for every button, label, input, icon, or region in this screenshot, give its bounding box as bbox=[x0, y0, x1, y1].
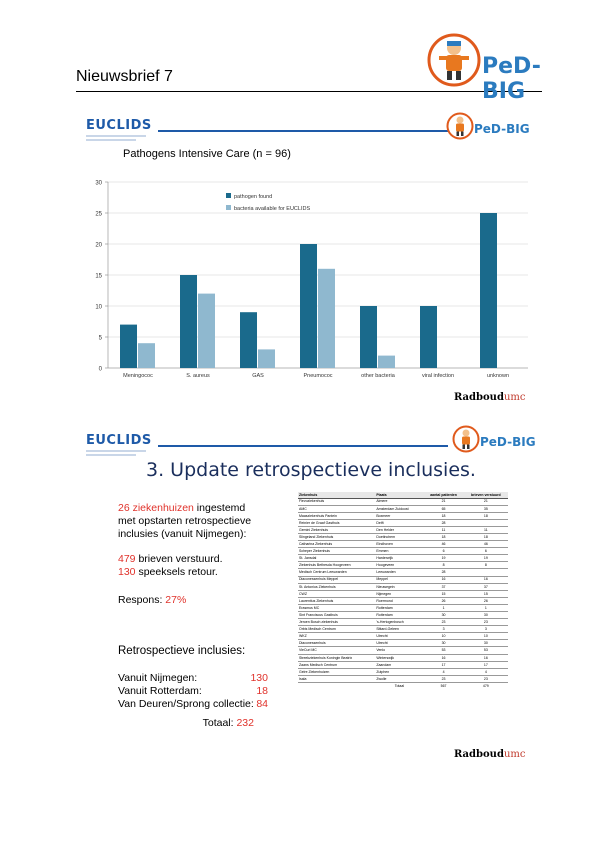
euclids-logo-text: EUCLIDS bbox=[86, 118, 152, 133]
table-cell: 65 bbox=[423, 505, 463, 512]
retro-label: Vanuit Rotterdam: bbox=[118, 685, 202, 697]
table-row bbox=[298, 626, 508, 633]
retro-title: Retrospectieve inclusies: bbox=[118, 645, 246, 657]
radboud-logo-suffix: umc bbox=[503, 392, 526, 403]
table-total-cell: Totaal bbox=[394, 684, 405, 689]
hospital-table bbox=[298, 492, 508, 690]
table-cell: Delft bbox=[375, 519, 423, 526]
table-cell: Nieuwegein bbox=[375, 583, 423, 590]
table-row bbox=[298, 555, 508, 562]
table-cell: 8 bbox=[423, 562, 463, 569]
table-cell: 19 bbox=[464, 555, 508, 562]
table-cell: Amsterdam Zuidoost bbox=[375, 505, 423, 512]
letters-count: 479 bbox=[118, 553, 136, 565]
radboud-logo-suffix: umc bbox=[503, 749, 526, 760]
table-cell: Scheper Ziekenhuis bbox=[298, 548, 375, 555]
table-cell: Reinier de Graaf Gasthuis bbox=[298, 519, 375, 526]
table-cell: Ziekenhuis Bethesda Hoogeveen bbox=[298, 562, 375, 569]
retro-value: 130 bbox=[250, 672, 268, 684]
table-cell: Nijmegen bbox=[375, 590, 423, 597]
brand-name: PeD-BIG bbox=[474, 122, 530, 136]
intro-text-line3: inclusies (vanuit Nijmegen): bbox=[118, 528, 247, 540]
table-row bbox=[298, 661, 508, 668]
table-cell: Sint Franciscus Gasthuis bbox=[298, 612, 375, 619]
table-cell: 46 bbox=[423, 541, 463, 548]
table-cell: Gemini Ziekenhuis bbox=[298, 526, 375, 533]
slide-divider bbox=[158, 130, 448, 132]
table-cell: Almere bbox=[375, 498, 423, 505]
table-cell: Zwolle bbox=[375, 675, 423, 682]
table-cell: Gelre Ziekenhuizen bbox=[298, 668, 375, 675]
table-row bbox=[298, 647, 508, 654]
table-cell: 21 bbox=[464, 498, 508, 505]
y-tick-label: 10 bbox=[95, 304, 102, 311]
letters-text bbox=[118, 553, 223, 579]
retro-value: 84 bbox=[256, 698, 268, 710]
legend-label: pathogen found bbox=[234, 194, 273, 200]
table-cell: 28 bbox=[423, 569, 463, 576]
table-cell: 18 bbox=[464, 533, 508, 540]
table-cell: 23 bbox=[423, 619, 463, 626]
table-cell: Zaandam bbox=[375, 661, 423, 668]
intro-text-line2: met opstarten retrospectieve bbox=[118, 515, 252, 527]
table-cell: 30 bbox=[423, 612, 463, 619]
table-header-cell: Plaats bbox=[375, 492, 423, 498]
table-row bbox=[298, 583, 508, 590]
table-cell: Zaans Medisch Centrum bbox=[298, 661, 375, 668]
table-cell: 18 bbox=[464, 512, 508, 519]
table-total-cell: 567 bbox=[440, 684, 447, 689]
table-total-cell bbox=[298, 682, 375, 689]
ped-big-small-logo bbox=[452, 425, 552, 457]
radboud-logo-text: Radboud bbox=[454, 392, 504, 403]
table-cell: 16 bbox=[464, 576, 508, 583]
page-title: Nieuwsbrief 7 bbox=[76, 68, 173, 85]
table-cell: Erasmus MC bbox=[298, 604, 375, 611]
letters-label: brieven verstuurd. bbox=[135, 553, 223, 565]
table-cell: 's-Hertogenbosch bbox=[375, 619, 423, 626]
total-label: Totaal: bbox=[202, 717, 237, 729]
retro-row bbox=[118, 685, 268, 698]
table-cell: Laurentius Ziekenhuis bbox=[298, 597, 375, 604]
table-row bbox=[298, 533, 508, 540]
x-tick-label: S. aureus bbox=[186, 373, 210, 379]
bar bbox=[378, 356, 395, 368]
table-cell: Slingeland Ziekenhuis bbox=[298, 533, 375, 540]
table-cell: Flevoziekenhuis bbox=[298, 498, 375, 505]
brand-name: PeD-BIG bbox=[480, 435, 536, 449]
euclids-logo-text: EUCLIDS bbox=[86, 433, 152, 448]
table-cell: Catharina Ziekenhuis bbox=[298, 541, 375, 548]
table-cell: Doetinchem bbox=[375, 533, 423, 540]
table-cell: Diaconessenhuis bbox=[298, 640, 375, 647]
table-cell: Isala bbox=[298, 675, 375, 682]
table-cell: 15 bbox=[423, 590, 463, 597]
table-header-cell: brieven verstuurd bbox=[464, 492, 508, 498]
table-row bbox=[298, 597, 508, 604]
table-row bbox=[298, 519, 508, 526]
ped-big-small-logo bbox=[446, 112, 546, 144]
table-cell: 6 bbox=[423, 548, 463, 555]
brand-name: PeD-BIG bbox=[482, 54, 541, 104]
bar bbox=[360, 306, 377, 368]
ped-big-logo bbox=[426, 32, 576, 104]
table-row bbox=[298, 512, 508, 519]
table-cell: Diaconessenhuis Meppel bbox=[298, 576, 375, 583]
table-cell: 26 bbox=[464, 597, 508, 604]
bar bbox=[318, 269, 335, 368]
bar bbox=[258, 349, 275, 368]
bar bbox=[240, 312, 257, 368]
table-row bbox=[298, 498, 508, 505]
y-tick-label: 0 bbox=[98, 366, 102, 373]
retro-row bbox=[118, 672, 268, 685]
table-cell: St. Jansdal bbox=[298, 555, 375, 562]
table-cell: 3 bbox=[423, 626, 463, 633]
radboud-logo-text: Radboud bbox=[454, 749, 504, 760]
table-row bbox=[298, 562, 508, 569]
table-total-cell: 479 bbox=[482, 684, 489, 689]
bar bbox=[180, 275, 197, 368]
table-cell: St. Antonius Ziekenhuis bbox=[298, 583, 375, 590]
x-tick-label: unknown bbox=[486, 373, 510, 379]
bar bbox=[420, 306, 437, 368]
table-cell: Leeuwarden bbox=[375, 569, 423, 576]
table-row bbox=[298, 569, 508, 576]
table-cell: 37 bbox=[423, 583, 463, 590]
table-cell: Eindhoven bbox=[375, 541, 423, 548]
table-cell: CWZ bbox=[298, 590, 375, 597]
table-cell: Winterswijk bbox=[375, 654, 423, 661]
table-cell bbox=[464, 519, 508, 526]
y-tick-label: 30 bbox=[95, 180, 102, 187]
table-cell: 11 bbox=[423, 526, 463, 533]
table-cell: 16 bbox=[423, 576, 463, 583]
table-header-cell: aantal patienten bbox=[423, 492, 463, 498]
response-value: 27% bbox=[165, 594, 187, 606]
table-cell: Den Helder bbox=[375, 526, 423, 533]
table-row bbox=[298, 633, 508, 640]
table-cell: Rotterdam bbox=[375, 604, 423, 611]
table-cell: 23 bbox=[464, 675, 508, 682]
table-cell: 6 bbox=[464, 548, 508, 555]
bar bbox=[138, 343, 155, 368]
table-cell: WKZ bbox=[298, 633, 375, 640]
retro-list bbox=[118, 672, 268, 730]
table-total-row bbox=[298, 682, 508, 689]
table-cell: 3 bbox=[464, 626, 508, 633]
table-cell: 1 bbox=[464, 604, 508, 611]
bar bbox=[300, 244, 317, 368]
x-tick-label: viral infection bbox=[421, 373, 455, 379]
bar bbox=[198, 294, 215, 368]
table-row bbox=[298, 668, 508, 675]
table-cell: Sittard-Geleen bbox=[375, 626, 423, 633]
table-cell: 30 bbox=[464, 640, 508, 647]
table-cell: 26 bbox=[423, 597, 463, 604]
bar bbox=[120, 325, 137, 368]
table-cell bbox=[464, 569, 508, 576]
table-cell: Utrecht bbox=[375, 640, 423, 647]
table-cell: Harderwijk bbox=[375, 555, 423, 562]
table-cell: 19 bbox=[423, 555, 463, 562]
table-cell: VieCuri MC bbox=[298, 647, 375, 654]
table-row bbox=[298, 675, 508, 682]
table-cell: Emmen bbox=[375, 548, 423, 555]
x-tick-label: other bacteria bbox=[361, 373, 395, 379]
x-tick-label: Pneumococ bbox=[303, 373, 333, 379]
table-row bbox=[298, 505, 508, 512]
table-cell: 18 bbox=[423, 533, 463, 540]
mascot-icon bbox=[452, 425, 480, 453]
slide-divider bbox=[158, 445, 448, 447]
retro-row bbox=[118, 698, 268, 711]
samples-count: 130 bbox=[118, 566, 136, 578]
pathogens-bar-chart bbox=[76, 170, 542, 390]
table-cell: 30 bbox=[464, 612, 508, 619]
table-cell: 17 bbox=[423, 661, 463, 668]
table-cell: Jeroen Bosch ziekenhuis bbox=[298, 619, 375, 626]
y-tick-label: 25 bbox=[95, 211, 102, 218]
table-cell: 10 bbox=[464, 633, 508, 640]
table-cell: Streekziekenhuis Koningin Beatrix bbox=[298, 654, 375, 661]
slide-pathogens bbox=[76, 108, 542, 413]
retro-value: 18 bbox=[256, 685, 268, 697]
table-cell: Utrecht bbox=[375, 633, 423, 640]
table-cell: 28 bbox=[423, 519, 463, 526]
table-row bbox=[298, 654, 508, 661]
table-cell: 4 bbox=[464, 668, 508, 675]
table-cell: 37 bbox=[464, 583, 508, 590]
legend-swatch bbox=[226, 193, 231, 198]
table-cell: 15 bbox=[464, 590, 508, 597]
table-cell: 11 bbox=[464, 526, 508, 533]
table-cell: 53 bbox=[423, 647, 463, 654]
table-cell: Hoogeveen bbox=[375, 562, 423, 569]
table-cell: 18 bbox=[423, 512, 463, 519]
x-tick-label: Meningococ bbox=[123, 373, 153, 379]
total-value: 232 bbox=[236, 717, 254, 729]
table-cell: Zutphen bbox=[375, 668, 423, 675]
table-cell: 35 bbox=[464, 505, 508, 512]
retro-total bbox=[118, 717, 268, 730]
table-cell: 8 bbox=[464, 562, 508, 569]
retro-label: Van Deuren/Sprong collectie: bbox=[118, 698, 254, 710]
table-header-cell: Ziekenhuis bbox=[298, 492, 375, 498]
y-tick-label: 20 bbox=[95, 242, 102, 249]
y-tick-label: 5 bbox=[98, 335, 102, 342]
table-cell: 30 bbox=[423, 640, 463, 647]
table-row bbox=[298, 612, 508, 619]
response-text bbox=[118, 594, 186, 607]
table-cell: 21 bbox=[423, 498, 463, 505]
table-row bbox=[298, 640, 508, 647]
table-cell: Rotterdam bbox=[375, 612, 423, 619]
hospital-count: 26 ziekenhuizen bbox=[118, 502, 194, 514]
table-cell: 23 bbox=[464, 619, 508, 626]
table-row bbox=[298, 548, 508, 555]
table-cell: 4 bbox=[423, 668, 463, 675]
intro-text-line1: ingestemd bbox=[193, 502, 246, 514]
table-cell: 23 bbox=[423, 675, 463, 682]
table-cell: 16 bbox=[423, 654, 463, 661]
table-row bbox=[298, 604, 508, 611]
bar bbox=[480, 213, 497, 368]
legend-swatch bbox=[226, 205, 231, 210]
table-cell: Boxmeer bbox=[375, 512, 423, 519]
table-cell: AMC bbox=[298, 505, 375, 512]
response-label: Respons: bbox=[118, 594, 166, 606]
table-cell: 16 bbox=[464, 654, 508, 661]
slide-retrospective bbox=[76, 423, 542, 778]
table-cell: Meppel bbox=[375, 576, 423, 583]
table-cell: 1 bbox=[423, 604, 463, 611]
intro-text bbox=[118, 502, 251, 541]
table-row bbox=[298, 576, 508, 583]
table-cell: 46 bbox=[464, 541, 508, 548]
table-cell: 53 bbox=[464, 647, 508, 654]
table-cell: Roermond bbox=[375, 597, 423, 604]
table-cell: Venlo bbox=[375, 647, 423, 654]
radboud-logo bbox=[454, 749, 525, 760]
x-tick-label: GAS bbox=[252, 373, 264, 379]
table-row bbox=[298, 526, 508, 533]
table-cell: Medisch Centrum Leeuwarden bbox=[298, 569, 375, 576]
euclids-logo bbox=[86, 118, 156, 146]
mascot-icon bbox=[446, 112, 474, 140]
slide-title: 3. Update retrospectieve inclusies. bbox=[146, 459, 476, 481]
radboud-logo bbox=[454, 392, 525, 403]
table-row bbox=[298, 541, 508, 548]
euclids-logo bbox=[86, 433, 156, 461]
table-cell: Maasziekenhuis Pantein bbox=[298, 512, 375, 519]
mascot-icon bbox=[426, 32, 482, 88]
table-row bbox=[298, 619, 508, 626]
legend-label: bacteria available for EUCLIDS bbox=[234, 206, 311, 212]
retro-label: Vanuit Nijmegen: bbox=[118, 672, 198, 684]
table-cell: Orbis Medisch Centrum bbox=[298, 626, 375, 633]
table-row bbox=[298, 590, 508, 597]
chart-title: Pathogens Intensive Care (n = 96) bbox=[123, 148, 291, 160]
y-tick-label: 15 bbox=[95, 273, 102, 280]
table-cell: 17 bbox=[464, 661, 508, 668]
table-cell: 10 bbox=[423, 633, 463, 640]
samples-label: speeksels retour. bbox=[135, 566, 218, 578]
